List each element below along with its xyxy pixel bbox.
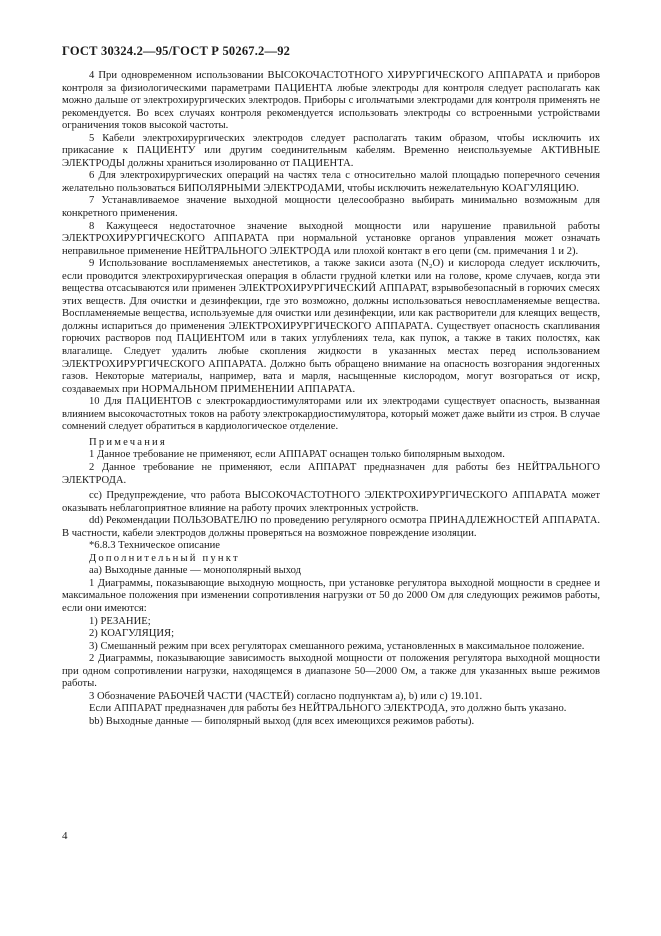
aa-list-item: 1) РЕЗАНИЕ; bbox=[89, 615, 151, 627]
item-cc: cc) Предупреждение, что работа ВЫСОКОЧАСТОТНОГО ЭЛЕКТРОХИРУРГИЧЕСКОГО АППАРАТА может оказывать неблагоприятное влияние на работу прочих электронных устройств. bbox=[62, 490, 600, 514]
note-2: 2 Данное требование не применяют, если АППАРАТ предназначен для работы без НЕЙТРАЛЬНОГО ЭЛЕКТРОДА. bbox=[62, 461, 600, 486]
document-header: ГОСТ 30324.2—95/ГОСТ Р 50267.2—92 bbox=[62, 44, 291, 58]
paragraph-7: 7 Устанавливаемое значение выходной мощности целесообразно выбирать минимально возможным для конкретного применения. bbox=[62, 195, 600, 220]
paragraph-9: 9 Использование воспламеняемых анестетиков, а также закиси азота (N₂O) и кислорода следует исключить, если проводится электрохирургическая операция в области грудной клетки или на голове, кроме случаев, когда эти вещества отсасываются или применен ЭЛЕКТРОХИРУРГИЧЕСКИЙ АППАРАТ, взрывобезопасный в горючих смесях этих веществ. Для очистки и дезинфекции, где это возможно, должны использоваться невоспламеняемые вещества. Воспламеняемые вещества, используемые для очистки или дезинфекции, или как растворители для клеящих веществ, должны испариться до применения ЭЛЕКТРОХИРУРГИЧЕСКОГО АППАРАТА. Существует опасность скапливания горючих растворов под ПАЦИЕНТОМ или в таких углублениях тела, как пупок, а также в таких полостях, как влагалище. Следует удалить любые скопления жидкости в указанных местах перед использованием ЭЛЕКТРОХИРУРГИЧЕСКОГО АППАРАТА. Должно быть обращено внимание на опасность возгорания эндогенных газов. Некоторые материалы, например, вата и марля, насыщенные кислородом, могут возгораться от искр, создаваемых при НОРМАЛЬНОМ ПРИМЕНЕНИИ АППАРАТА. bbox=[62, 258, 600, 395]
paragraph-6: 6 Для электрохирургических операций на частях тела с относительно малой площадью поперечного сечения желательно пользоваться БИПОЛЯРНЫМИ ЭЛЕКТРОДАМИ, чтобы исключить нежелательную КОАГУЛЯЦИЮ. bbox=[62, 170, 600, 194]
item-dd: dd) Рекомендации ПОЛЬЗОВАТЕЛЮ по проведению регулярного осмотра ПРИНАДЛЕЖНОСТЕЙ АППАРАТА. В частности, кабели электродов должны проверяться на возможное повреждение изоляции. bbox=[62, 515, 600, 539]
extra-item-title: Дополнительный пункт bbox=[89, 552, 240, 564]
aa-point-2: 2 Диаграммы, показывающие зависимость выходной мощности от положения регулятора выходной мощности при одном сопротивлении нагрузки, находящемся в диапазоне 50—2000 Ом, а также для указанных выше режимов работы. bbox=[62, 653, 600, 690]
paragraph-4: 4 При одновременном использовании ВЫСОКОЧАСТОТНОГО ХИРУРГИЧЕСКОГО АППАРАТА и приборов контроля за физиологическими параметрами ПАЦИЕНТА любые электроды для контроля следует располагать как можно дальше от электрохирургических электродов. Приборы с игольчатыми электродами для контроля применять не рекомендуется. Во всех случаях контроля рекомендуется использовать электроды со встроенными устройствами ограничения токов высокой частоты. bbox=[62, 70, 600, 132]
aa-list-item: 3) Смешанный режим при всех регуляторах смешанного режима, установленных в максимальное положение. bbox=[89, 640, 585, 652]
document-body bbox=[62, 70, 600, 728]
item-bb: bb) Выходные данные — биполярный выход (для всех имеющихся режимов работы). bbox=[89, 715, 475, 727]
aa-point-1: 1 Диаграммы, показывающие выходную мощность, при установке регулятора выходной мощности в среднее и максимальное положения при изменении сопротивления нагрузки от 50 до 2000 Ом для следующих режимов работы, если они имеются: bbox=[62, 577, 600, 614]
note-1: 1 Данное требование не применяют, если АППАРАТ оснащен только биполярным выходом. bbox=[89, 449, 505, 461]
item-aa: aa) Выходные данные — монополярный выход bbox=[89, 565, 302, 577]
paragraph-8: 8 Кажущееся недостаточное значение выходной мощности или нарушение правильной работы ЭЛЕКТРОХИРУРГИЧЕСКОГО АППАРАТА при нормальной установке органов управления может означать неправильное применение НЕЙТРАЛЬНОГО ЭЛЕКТРОДА или плохой контакт в его цепи (см. примечания 1 и 2). bbox=[62, 220, 600, 257]
aa-list-item: 2) КОАГУЛЯЦИЯ; bbox=[89, 628, 175, 640]
aa-point-3-note: Если АППАРАТ предназначен для работы без НЕЙТРАЛЬНОГО ЭЛЕКТРОДА, это должно быть указано. bbox=[89, 703, 567, 715]
aa-point-3: 3 Обозначение РАБОЧЕЙ ЧАСТИ (ЧАСТЕЙ) согласно подпунктам a), b) или c) 19.101. bbox=[89, 690, 483, 702]
section-heading: *6.8.3 Техническое описание bbox=[89, 540, 220, 552]
paragraph-10: 10 Для ПАЦИЕНТОВ с электрокардиостимуляторами или их электродами существует опасность, вызванная влиянием высокочастотных токов на работу электрокардиостимулятора, который может даже выйти из строя. В случае сомнений следует обратиться в кардиологическое отделение. bbox=[62, 396, 600, 433]
notes-title: Примечания bbox=[89, 436, 167, 448]
paragraph-5: 5 Кабели электрохирургических электродов следует располагать таким образом, чтобы исключить их прикасание к ПАЦИЕНТУ или другим соединительным кабелям. Временно неиспользуемые АКТИВНЫЕ ЭЛЕКТРОДЫ должны храниться изолированно от ПАЦИЕНТА. bbox=[62, 132, 600, 169]
page-number: 4 bbox=[62, 830, 68, 842]
